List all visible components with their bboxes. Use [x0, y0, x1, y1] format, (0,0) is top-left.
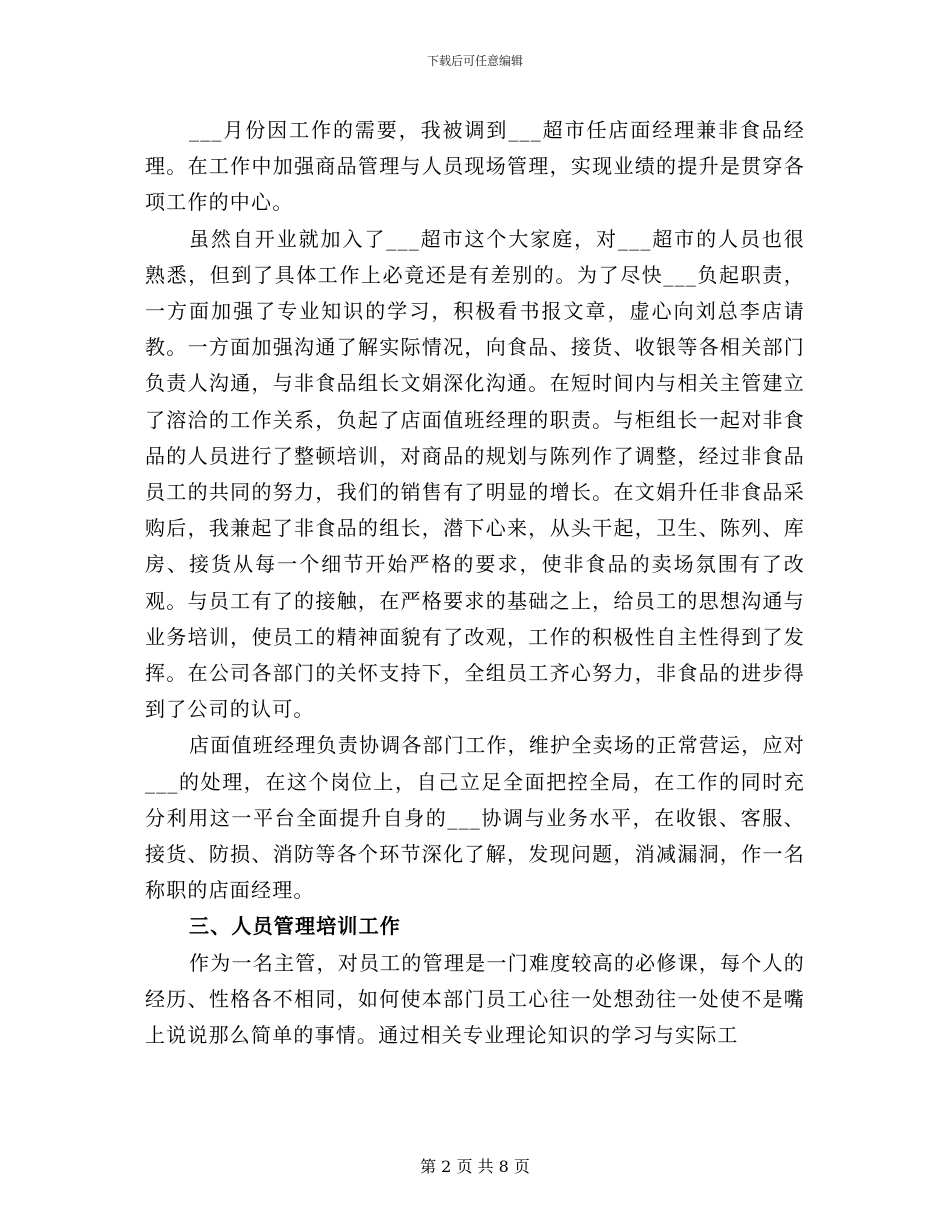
paragraph-transfer: ___月份因工作的需要，我被调到___超市任店面经理兼非食品经理。在工作中加强商品管理与人员现场管理，实现业绩的提升是贯穿各项工作的中心。 [145, 118, 805, 215]
page-footer: 第 2 页 共 8 页 [420, 1157, 530, 1176]
page-header: 下载后可任意编辑 [426, 54, 523, 68]
paragraph-staff-management: 作为一名主管，对员工的管理是一门难度较高的必修课，每个人的经历、性格各不相同，如何使本部门员工心往一处想劲往一处使不是嘴上说说那么简单的事情。通过相关专业理论知识的学习与实际工 [145, 950, 805, 1048]
section-heading: 三、人员管理培训工作 [189, 914, 401, 939]
paragraph-duty-manager: 店面值班经理负责协调各部门工作，维护全卖场的正常营运，应对___的处理，在这个岗位上，自己立足全面把控全局，在工作的同时充分利用这一平台全面提升自身的___协调与业务水平，在收银、客服、接货、防损、消防等各个环节深化了解，发现问题，消减漏洞，作一名称职的店面经理。 [145, 733, 805, 903]
paragraph-non-food-management: 虽然自开业就加入了___超市这个大家庭，对___超市的人员也很熟悉，但到了具体工作上必竟还是有差别的。为了尽快___负起职责，一方面加强了专业知识的学习，积极看书报文章，虚心向刘总李店请教。一方面加强沟通了解实际情况，向食品、接货、收银等各相关部门负责人沟通，与非食品组长文娟深化沟通。在短时间内与相关主管建立了溶洽的工作关系，负起了店面值班经理的职责。与柜组长一起对非食品的人员进行了整顿培训，对商品的规划与陈列作了调整，经过非食品员工的共同的努力，我们的销售有了明显的增长。在文娟升任非食品采购后，我兼起了非食品的组长，潜下心来，从头干起，卫生、陈列、库房、接货从每一个细节开始严格的要求，使非食品的卖场氛围有了改观。与员工有了的接触，在严格要求的基础之上，给员工的思想沟通与业务培训，使员工的精神面貌有了改观，工作的积极性自主性得到了发挥。在公司各部门的关怀支持下，全组员工齐心努力，非食品的进步得到了公司的认可。 [145, 226, 805, 722]
document-body [145, 112, 805, 1053]
